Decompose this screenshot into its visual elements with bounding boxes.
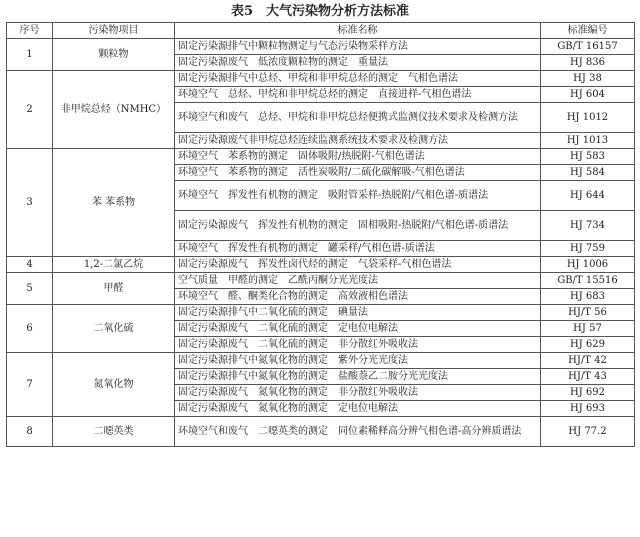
- standard-code: GB/T 15516: [541, 273, 635, 289]
- standard-code: HJ 604: [541, 87, 635, 103]
- standard-code: HJ 734: [541, 211, 635, 241]
- table-row: [7, 305, 635, 321]
- standard-name: 固定污染源排气中总烃、甲烷和非甲烷总烃的测定 气相色谱法: [175, 71, 541, 87]
- table-row: [7, 257, 635, 273]
- standard-name: 固定污染源排气中氮氧化物的测定 盐酸萘乙二胺分光光度法: [175, 369, 541, 385]
- header-item: 污染物项目: [53, 23, 175, 39]
- standard-code: HJ 629: [541, 337, 635, 353]
- standard-name: 固定污染源废气 挥发性卤代烃的测定 气袋采样-气相色谱法: [175, 257, 541, 273]
- standard-code: HJ 57: [541, 321, 635, 337]
- row-index: 1: [7, 39, 53, 71]
- standard-name: 固定污染源废气 二氧化硫的测定 定电位电解法: [175, 321, 541, 337]
- table-body: [7, 39, 635, 447]
- header-name: 标准名称: [175, 23, 541, 39]
- standard-code: HJ 683: [541, 289, 635, 305]
- standard-code: HJ 1012: [541, 103, 635, 133]
- row-index: 7: [7, 353, 53, 417]
- row-index: 3: [7, 149, 53, 257]
- table-row: [7, 71, 635, 87]
- row-index: 2: [7, 71, 53, 149]
- table-row: [7, 39, 635, 55]
- pollutant-item: 苯 苯系物: [53, 149, 175, 257]
- standard-name: 固定污染源废气 挥发性有机物的测定 固相吸附-热脱附/气相色谱-质谱法: [175, 211, 541, 241]
- standard-name: 固定污染源废气 氮氧化物的测定 非分散红外吸收法: [175, 385, 541, 401]
- standard-code: HJ 836: [541, 55, 635, 71]
- standard-code: GB/T 16157: [541, 39, 635, 55]
- standard-name: 环境空气 醛、酮类化合物的测定 高效液相色谱法: [175, 289, 541, 305]
- standard-code: HJ 1013: [541, 133, 635, 149]
- standard-name: 固定污染源排气中颗粒物测定与气态污染物采样方法: [175, 39, 541, 55]
- standard-name: 固定污染源排气中二氧化硫的测定 碘量法: [175, 305, 541, 321]
- standard-name: 环境空气和废气 总烃、甲烷和非甲烷总烃便携式监测仪技术要求及检测方法: [175, 103, 541, 133]
- standard-code: HJ/T 43: [541, 369, 635, 385]
- standard-code: HJ/T 56: [541, 305, 635, 321]
- standard-name: 环境空气 苯系物的测定 活性炭吸附/二硫化碳解吸-气相色谱法: [175, 165, 541, 181]
- pollutant-item: 非甲烷总烃（NMHC）: [53, 71, 175, 149]
- header-index: 序号: [7, 23, 53, 39]
- standard-name: 固定污染源排气中氮氧化物的测定 紫外分光光度法: [175, 353, 541, 369]
- pollutant-item: 二噁英类: [53, 417, 175, 447]
- standard-name: 固定污染源废气 二氧化硫的测定 非分散红外吸收法: [175, 337, 541, 353]
- standard-code: HJ 644: [541, 181, 635, 211]
- row-index: 4: [7, 257, 53, 273]
- standard-name: 环境空气 挥发性有机物的测定 罐采样/气相色谱-质谱法: [175, 241, 541, 257]
- standard-name: 固定污染源废气非甲烷总烃连续监测系统技术要求及检测方法: [175, 133, 541, 149]
- standard-code: HJ 583: [541, 149, 635, 165]
- pollutant-item: 氮氧化物: [53, 353, 175, 417]
- standard-code: HJ 77.2: [541, 417, 635, 447]
- table-caption: 表5 大气污染物分析方法标准: [230, 4, 410, 19]
- standard-name: 环境空气 挥发性有机物的测定 吸附管采样-热脱附/气相色谱-质谱法: [175, 181, 541, 211]
- table-row: [7, 273, 635, 289]
- standard-code: HJ 38: [541, 71, 635, 87]
- row-index: 6: [7, 305, 53, 353]
- standard-code: HJ 759: [541, 241, 635, 257]
- standards-table: [6, 22, 635, 447]
- standard-code: HJ 584: [541, 165, 635, 181]
- standard-code: HJ 693: [541, 401, 635, 417]
- standard-code: HJ/T 42: [541, 353, 635, 369]
- standard-name: 固定污染源废气 氮氧化物的测定 定电位电解法: [175, 401, 541, 417]
- standard-code: HJ 1006: [541, 257, 635, 273]
- standard-code: HJ 692: [541, 385, 635, 401]
- table-row: [7, 417, 635, 447]
- header-code: 标准编号: [541, 23, 635, 39]
- standard-name: 环境空气 苯系物的测定 固体吸附/热脱附-气相色谱法: [175, 149, 541, 165]
- pollutant-item: 1,2-二氯乙烷: [53, 257, 175, 273]
- table-row: [7, 149, 635, 165]
- table-row: [7, 353, 635, 369]
- row-index: 5: [7, 273, 53, 305]
- header-row: [7, 23, 635, 39]
- standard-name: 固定污染源废气 低浓度颗粒物的测定 重量法: [175, 55, 541, 71]
- pollutant-item: 颗粒物: [53, 39, 175, 71]
- pollutant-item: 二氧化硫: [53, 305, 175, 353]
- row-index: 8: [7, 417, 53, 447]
- pollutant-item: 甲醛: [53, 273, 175, 305]
- standard-name: 空气质量 甲醛的测定 乙酰丙酮分光光度法: [175, 273, 541, 289]
- standard-name: 环境空气 总烃、甲烷和非甲烷总烃的测定 直接进样-气相色谱法: [175, 87, 541, 103]
- standard-name: 环境空气和废气 二噁英类的测定 同位素稀释高分辨气相色谱-高分辨质谱法: [175, 417, 541, 447]
